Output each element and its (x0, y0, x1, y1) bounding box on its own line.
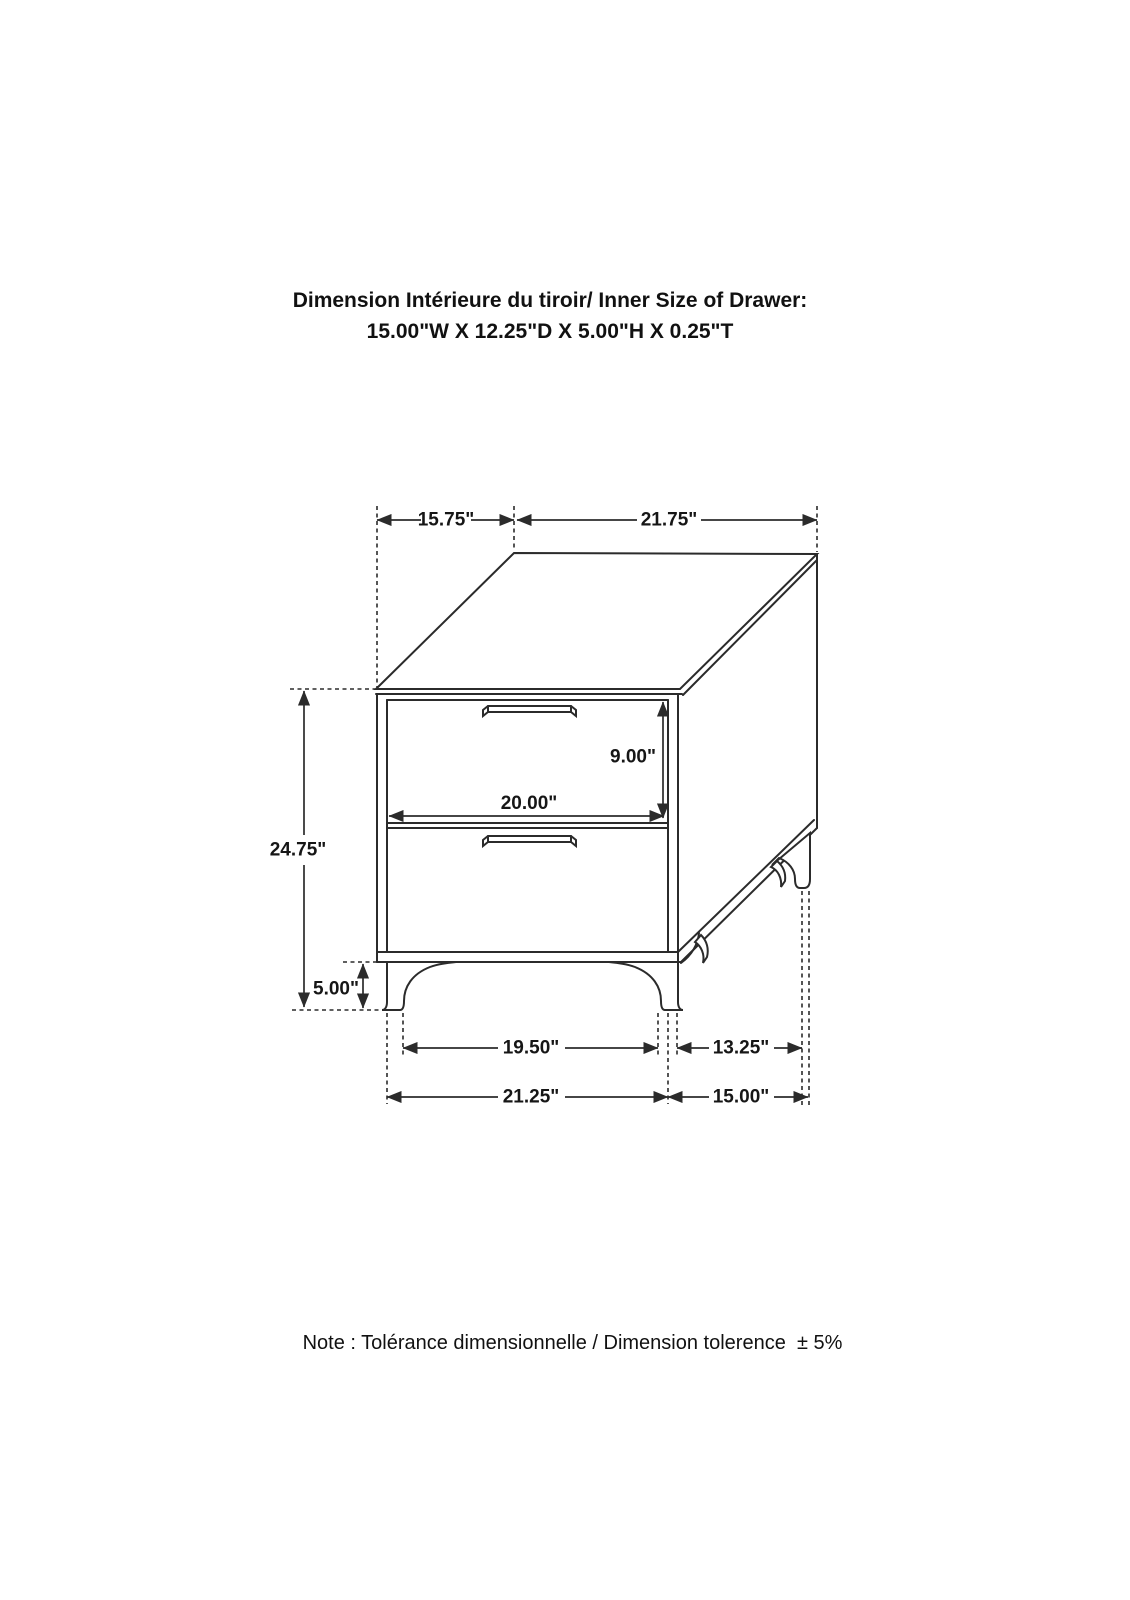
front-case (377, 694, 681, 962)
front-right-leg (609, 933, 708, 1010)
dim-label-drawer-height: 9.00" (610, 746, 656, 768)
drawer-1-handle-icon (483, 706, 576, 716)
drawer-2-handle-icon (483, 836, 576, 846)
dim-label-leg-height: 5.00" (313, 978, 359, 1000)
title-line-2: 15.00"W X 12.25"D X 5.00"H X 0.25"T (366, 320, 734, 343)
dim-label-feet-outer-depth: 15.00" (712, 1086, 770, 1108)
dim-label-drawer-width: 20.00" (500, 793, 558, 814)
title-line-1: Dimension Intérieure du tiroir/ Inner Size of Drawer: (292, 289, 808, 312)
dim-label-feet-outer-width: 21.25" (502, 1086, 560, 1108)
dim-label-top-width: 21.75" (640, 509, 698, 531)
back-right-leg (771, 833, 810, 888)
dim-label-top-depth: 15.75" (417, 509, 475, 531)
dim-label-feet-inner-depth: 13.25" (712, 1037, 770, 1059)
dim-label-feet-inner-width: 19.50" (502, 1037, 560, 1059)
tolerance-note: Note : Tolérance dimensionnelle / Dimension tolerence ± 5% (302, 1332, 843, 1354)
nightstand-drawing (376, 553, 817, 1010)
front-left-leg (382, 962, 456, 1010)
dim-label-overall-height: 24.75" (269, 839, 327, 861)
top-panel (376, 553, 817, 695)
